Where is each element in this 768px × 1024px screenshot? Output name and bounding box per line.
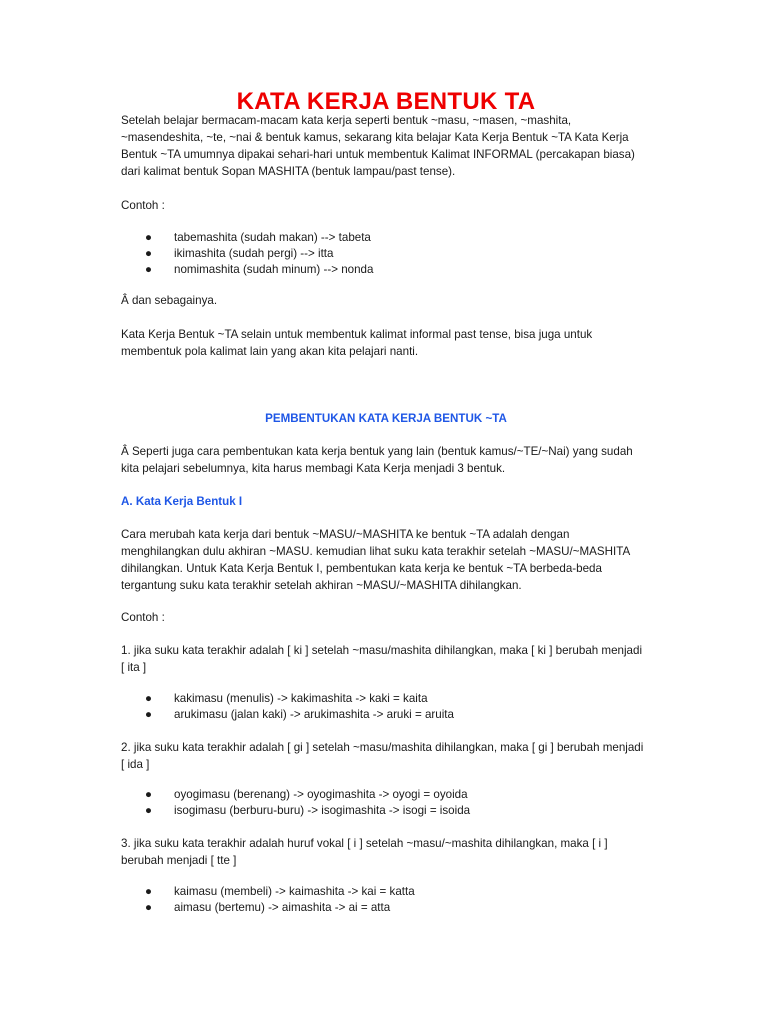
text-line: 3. jika suku kata terakhir adalah huruf vokal [ i ] setelah ~masu/~mashita dihilangkan, maka [ i ] [121,837,608,850]
text-line: 1. jika suku kata terakhir adalah [ ki ] setelah ~masu/mashita dihilangkan, maka [ ki ] berubah menjadi [121,644,643,657]
text-line: 2. jika suku kata terakhir adalah [ gi ] setelah ~masu/mashita dihilangkan, maka [ gi ] berubah menjadi [121,741,644,754]
example-list-2 [121,691,454,723]
text-line: berubah menjadi [ tte ] [121,854,237,867]
bullet-icon: ● [145,804,153,817]
paragraph-cara-merubah [121,526,651,594]
contoh-label: Contoh : [121,611,165,624]
text-line: tergantung suku kata terakhir setelah akhiran ~MASU/~MASHITA dihilangkan. [121,579,522,592]
document-title: KATA KERJA BENTUK TA [236,88,536,115]
subheading-bentuk-1: A. Kata Kerja Bentuk I [121,495,243,508]
example-list-1 [121,230,373,278]
rule-1 [121,642,651,676]
bullet-icon: ● [145,247,153,260]
text-line: ~masendeshita, ~te, ~nai & bentuk kamus, sekarang kita belajar Kata Kerja Bentuk ~TA Kata Kerja [121,131,629,144]
text-line: Setelah belajar bermacam-macam kata kerja seperti bentuk ~masu, ~masen, ~mashita, [121,114,572,127]
list-item: ● isogimasu (berburu-buru) -> isogimashita -> isogi = isoida [145,804,471,817]
list-item: ● nomimashita (sudah minum) --> nonda [145,263,374,276]
text-line: Kata Kerja Bentuk ~TA selain untuk membentuk kalimat informal past tense, bisa juga untuk [121,328,593,341]
text-line: [ ida ] [121,758,150,771]
paragraph-pembentukan [121,443,651,477]
text-line: menghilangkan dulu akhiran ~MASU. kemudian lihat suku kata terakhir setelah ~MASU/~MASHITA [121,545,631,558]
bullet-icon: ● [145,901,153,914]
text-line: kita pelajari sebelumnya, kita harus membagi Kata Kerja menjadi 3 bentuk. [121,462,506,475]
rule-3 [121,835,651,869]
paragraph-ta-usage [121,326,651,360]
example-list-4 [121,884,415,916]
bullet-icon: ● [145,692,153,705]
text-line: [ ita ] [121,661,147,674]
text-line: dari kalimat bentuk Sopan MASHITA (bentuk lampau/past tense). [121,165,456,178]
section-heading: PEMBENTUKAN KATA KERJA BENTUK ~TA [265,412,507,425]
bullet-icon: ● [145,263,153,276]
text-line: Bentuk ~TA umumnya dipakai sehari-hari untuk membentuk Kalimat INFORMAL (percakapan biasa) [121,148,635,161]
list-item: ● kaimasu (membeli) -> kaimashita -> kai = katta [145,885,415,898]
text-line: dihilangkan. Untuk Kata Kerja Bentuk I, pembentukan kata kerja ke bentuk ~TA berbeda-beda [121,562,602,575]
dan-sebagainya-text: Â dan sebagainya. [121,294,218,307]
list-item: ● aimasu (bertemu) -> aimashita -> ai = atta [145,901,391,914]
intro-paragraph [121,112,651,180]
bullet-icon: ● [145,708,153,721]
example-list-3 [121,787,470,819]
rule-2 [121,739,651,773]
text-line: membentuk pola kalimat lain yang akan kita pelajari nanti. [121,345,419,358]
list-item: ● arukimasu (jalan kaki) -> arukimashita -> aruki = aruita [145,708,454,721]
text-line: Cara merubah kata kerja dari bentuk ~MASU/~MASHITA ke bentuk ~TA adalah dengan [121,528,570,541]
contoh-label: Contoh : [121,199,165,212]
text-line: Â Seperti juga cara pembentukan kata kerja bentuk yang lain (bentuk kamus/~TE/~Nai) yang sudah [121,445,633,458]
list-item: ● kakimasu (menulis) -> kakimashita -> kaki = kaita [145,692,428,705]
list-item: ● ikimashita (sudah pergi) --> itta [145,247,334,260]
list-item: ● oyogimasu (berenang) -> oyogimashita -> oyogi = oyoida [145,788,468,801]
list-item: ● tabemashita (sudah makan) --> tabeta [145,231,371,244]
bullet-icon: ● [145,231,153,244]
bullet-icon: ● [145,885,153,898]
bullet-icon: ● [145,788,153,801]
